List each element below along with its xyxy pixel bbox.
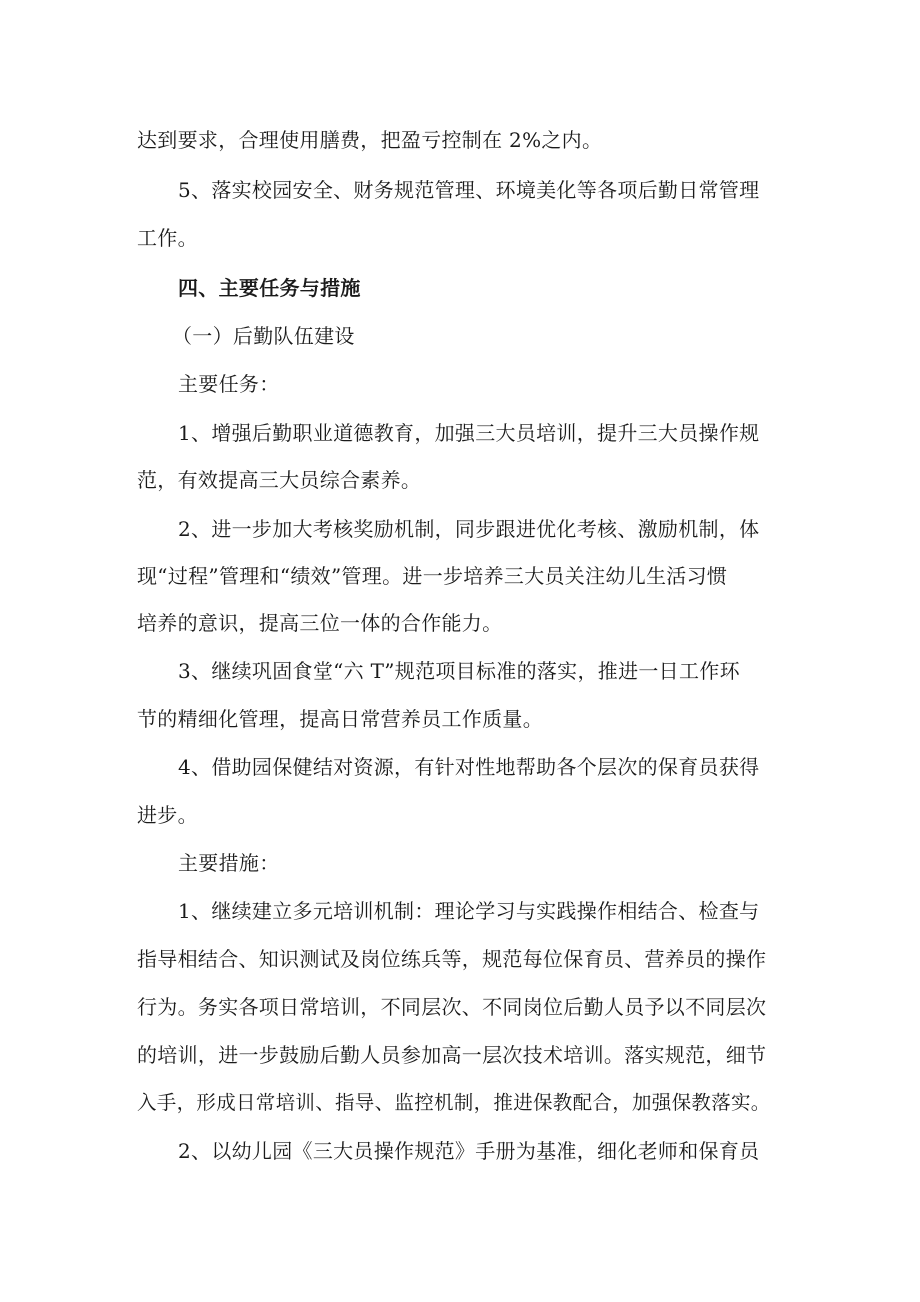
paragraph-line: 工作。 [137,226,198,250]
paragraph-line: 4、借助园保健结对资源，有针对性地帮助各个层次的保育员获得 [178,755,760,779]
paragraph-line: 指导相结合、知识测试及岗位练兵等，规范每位保育员、营养员的操作 [137,947,767,971]
paragraph-line: 3、继续巩固食堂“六 T”规范项目标准的落实，推进一日工作环 [178,659,740,683]
section-heading: 四、主要任务与措施 [178,276,361,300]
subsection-heading: （一）后勤队伍建设 [172,324,355,348]
label-main-tasks: 主要任务： [178,372,280,396]
paragraph-line: 培养的意识，提高三位一体的合作能力。 [137,611,503,635]
paragraph-line: 2、进一步加大考核奖励机制，同步跟进优化考核、激励机制，体 [178,517,760,541]
paragraph-line: 1、增强后勤职业道德教育，加强三大员培训，提升三大员操作规 [178,421,760,445]
paragraph-line: 现“过程”管理和“绩效”管理。进一步培养三大员关注幼儿生活习惯 [137,564,728,588]
paragraph-line: 入手，形成日常培训、指导、监控机制，推进保教配合，加强保教落实。 [137,1091,771,1114]
paragraph-line: 范，有效提高三大员综合素养。 [137,468,422,492]
paragraph-line: 行为。务实各项日常培训，不同层次、不同岗位后勤人员予以不同层次 [137,995,767,1019]
paragraph-line: 进步。 [137,803,198,827]
paragraph-line: 达到要求，合理使用膳费，把盈亏控制在 2%之内。 [137,128,603,152]
paragraph-line: 5、落实校园安全、财务规范管理、环境美化等各项后勤日常管理 [178,178,760,202]
paragraph-line: 节的精细化管理，提高日常营养员工作质量。 [137,707,543,731]
paragraph-line: 的培训，进一步鼓励后勤人员参加高一层次技术培训。落实规范，细节 [137,1043,767,1067]
paragraph-line: 2、以幼儿园《三大员操作规范》手册为基准，细化老师和保育员 [178,1139,760,1163]
label-main-measures: 主要措施： [178,851,280,875]
paragraph-line: 1、继续建立多元培训机制：理论学习与实践操作相结合、检查与 [178,899,760,923]
